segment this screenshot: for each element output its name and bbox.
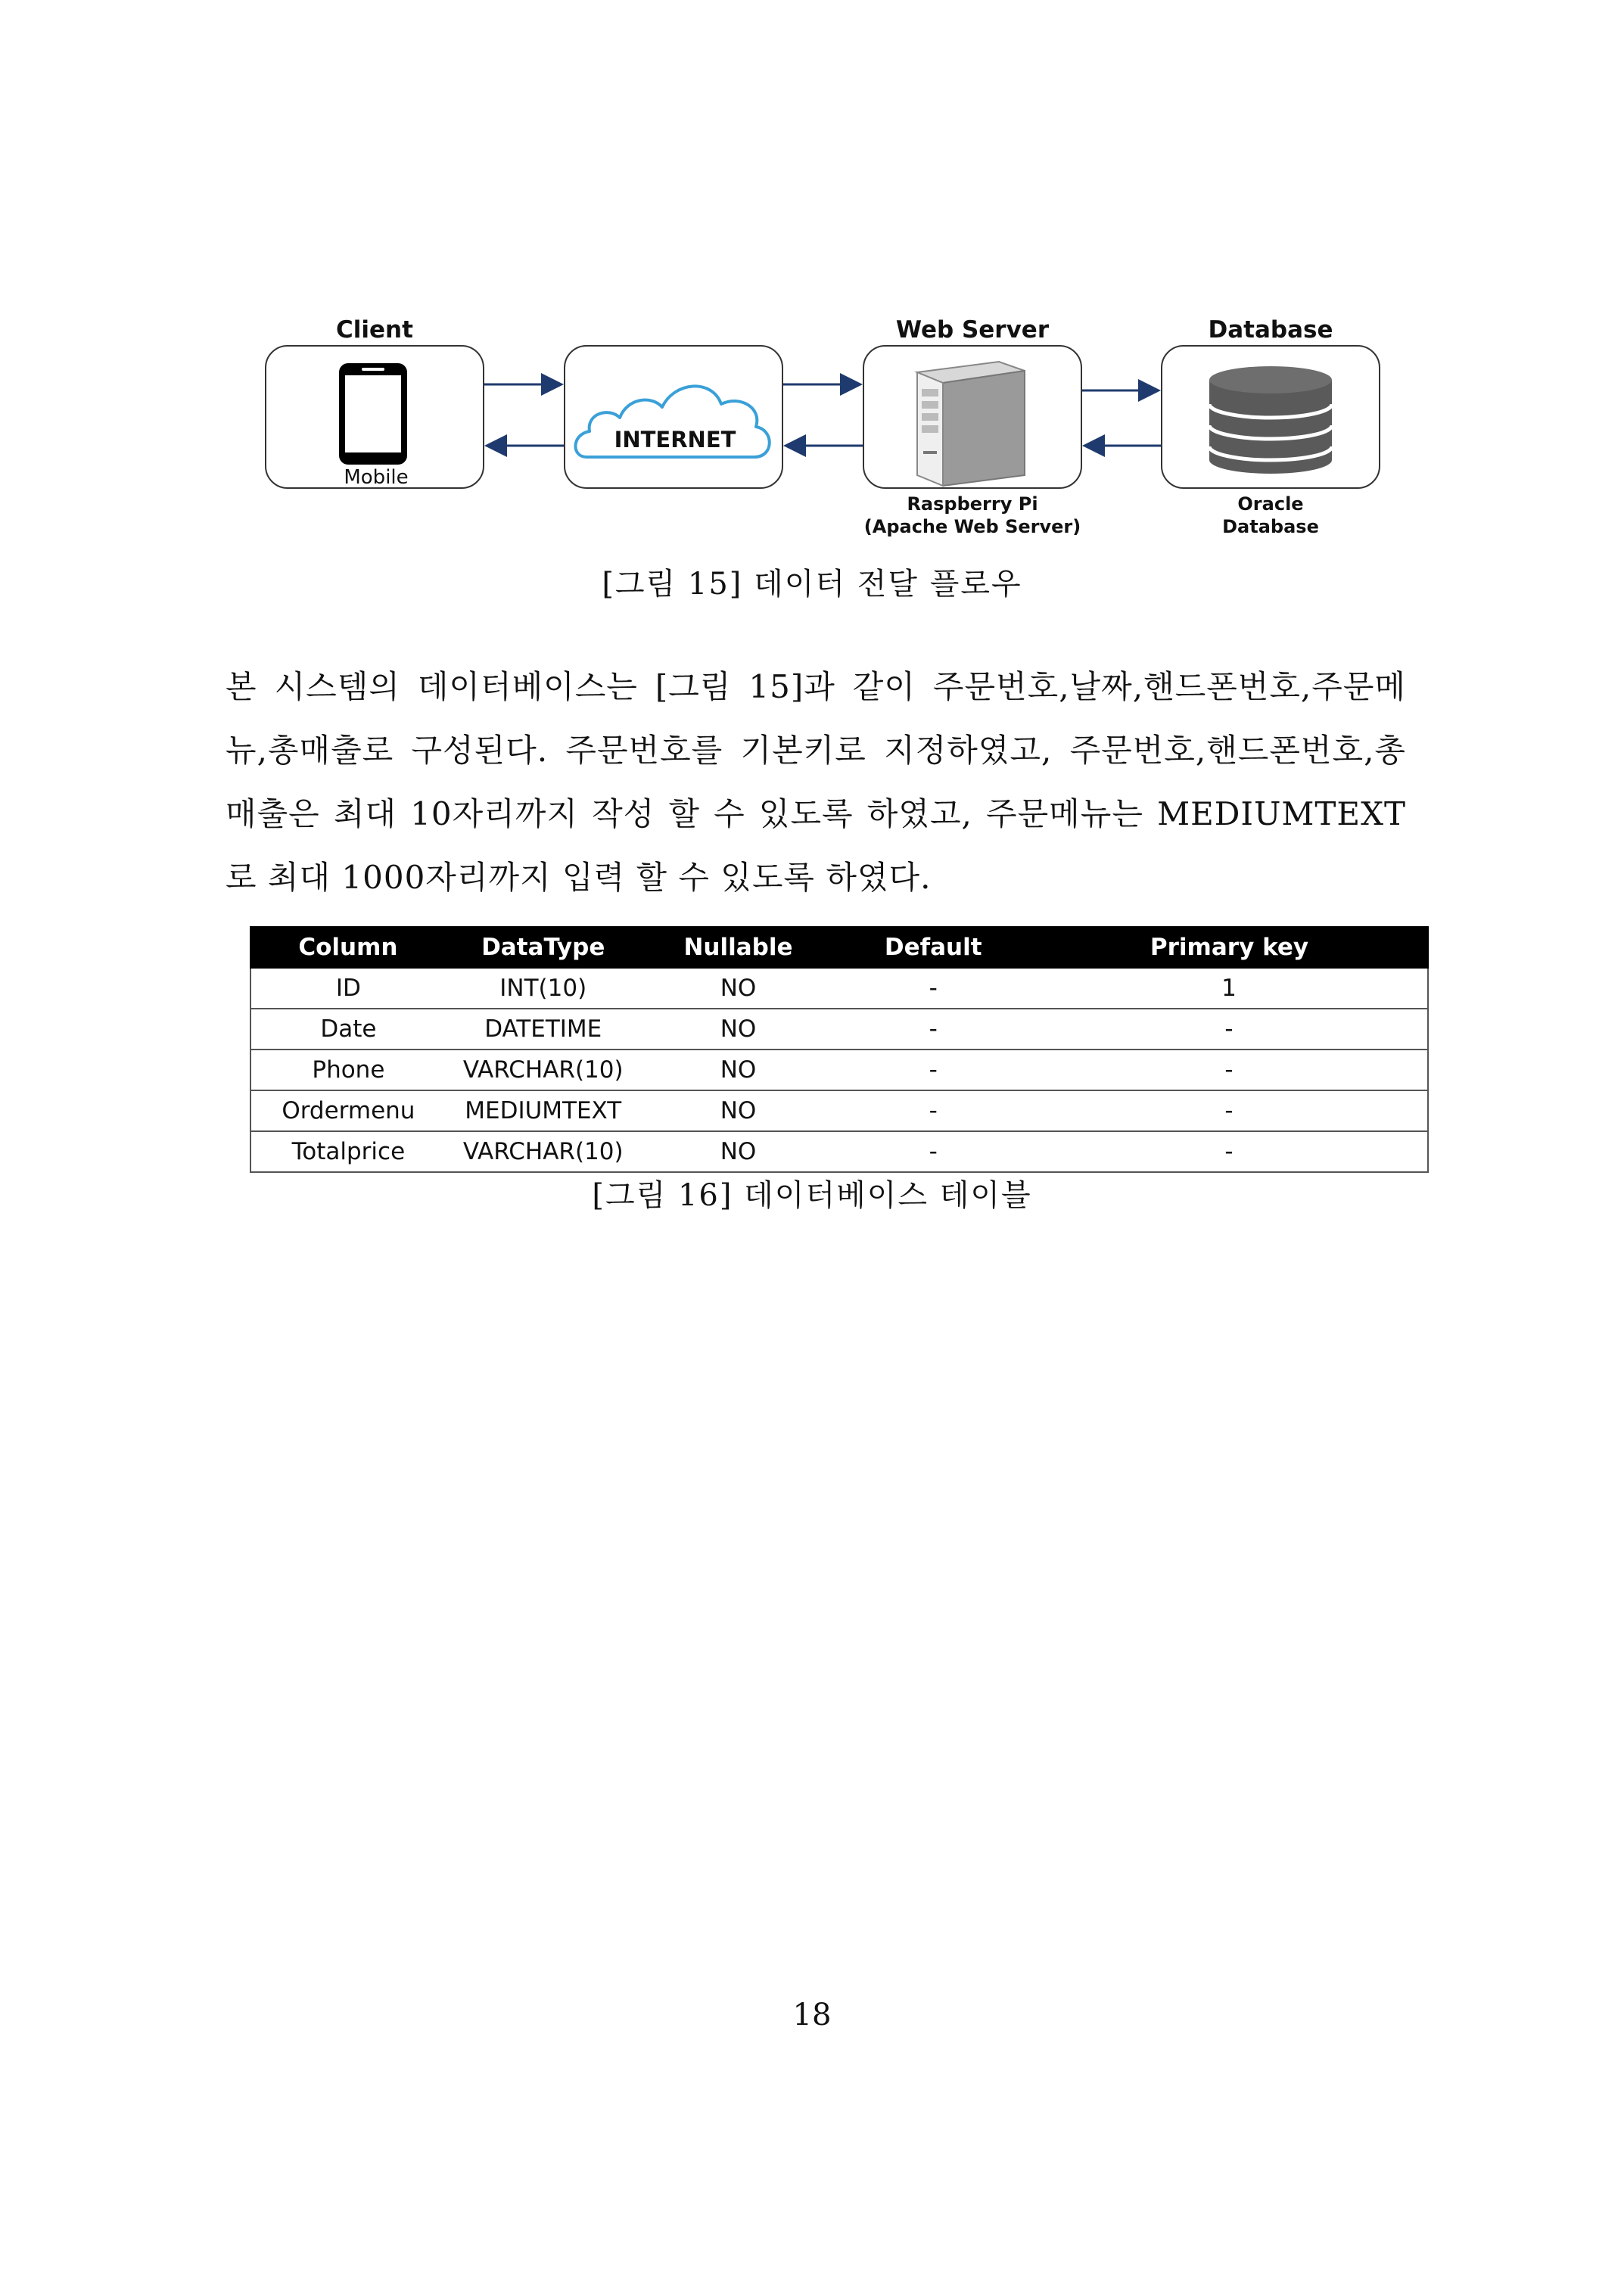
table-cell: - <box>835 1050 1031 1090</box>
table-header-row <box>250 927 1428 968</box>
flow-arrows <box>0 0 1624 530</box>
db-sub-line2: Database <box>1222 516 1319 537</box>
table-row <box>250 968 1428 1009</box>
table-cell: MEDIUMTEXT <box>446 1090 641 1131</box>
database-table <box>250 926 1429 1173</box>
client-label: Client <box>336 316 413 344</box>
table-cell: DATETIME <box>446 1009 641 1050</box>
header-primary-key: Primary key <box>1031 927 1428 968</box>
table-row <box>250 1090 1428 1131</box>
table-cell: Date <box>250 1009 446 1050</box>
body-paragraph <box>226 655 1406 910</box>
table-row <box>250 1131 1428 1172</box>
table-row <box>250 1050 1428 1090</box>
server-sub-line2: (Apache Web Server) <box>863 516 1081 537</box>
table-cell: - <box>1031 1090 1428 1131</box>
table-cell: ID <box>250 968 446 1009</box>
database-label: Database <box>1208 316 1333 344</box>
page-number: 18 <box>792 1998 832 2032</box>
internet-label: INTERNET <box>614 427 736 452</box>
table-cell: NO <box>641 1090 836 1131</box>
table-cell: - <box>835 1131 1031 1172</box>
table-cell: INT(10) <box>446 968 641 1009</box>
table-cell: NO <box>641 1050 836 1090</box>
header-default: Default <box>835 927 1031 968</box>
table-cell: Totalprice <box>250 1131 446 1172</box>
paragraph-line: 본 시스템의 데이터베이스는 [그림 15]과 같이 주문번호,날짜,핸드폰번호,주문메 <box>226 668 1406 705</box>
table-cell: NO <box>641 968 836 1009</box>
paragraph-line: 뉴,총매출로 구성된다. 주문번호를 기본키로 지정하였고, 주문번호,핸드폰번호,총 <box>226 732 1406 769</box>
header-datatype: DataType <box>446 927 641 968</box>
table-cell: 1 <box>1031 968 1428 1009</box>
table-cell: - <box>1031 1050 1428 1090</box>
table-cell: - <box>1031 1009 1428 1050</box>
header-nullable: Nullable <box>641 927 836 968</box>
table-cell: - <box>835 1090 1031 1131</box>
server-sub-line1: Raspberry Pi <box>907 493 1038 515</box>
table-cell: NO <box>641 1009 836 1050</box>
table-cell: - <box>835 968 1031 1009</box>
db-sub-line1: Oracle <box>1237 493 1304 515</box>
web-server-label: Web Server <box>895 316 1050 344</box>
table-cell: Phone <box>250 1050 446 1090</box>
table-cell: VARCHAR(10) <box>446 1131 641 1172</box>
table-cell: - <box>1031 1131 1428 1172</box>
table-row <box>250 1009 1428 1050</box>
table-cell: - <box>835 1009 1031 1050</box>
paragraph-line: 매출은 최대 10자리까지 작성 할 수 있도록 하였고, 주문메뉴는 MEDIUMTEXT <box>226 795 1406 832</box>
table-cell: VARCHAR(10) <box>446 1050 641 1090</box>
header-column: Column <box>250 927 446 968</box>
figure-15-caption: [그림 15] 데이터 전달 플로우 <box>602 567 1022 602</box>
table-cell: Ordermenu <box>250 1090 446 1131</box>
table-cell: NO <box>641 1131 836 1172</box>
paragraph-line: 로 최대 1000자리까지 입력 할 수 있도록 하였다. <box>226 859 932 896</box>
figure-16-caption: [그림 16] 데이터베이스 테이블 <box>592 1178 1032 1213</box>
mobile-label: Mobile <box>344 466 409 489</box>
